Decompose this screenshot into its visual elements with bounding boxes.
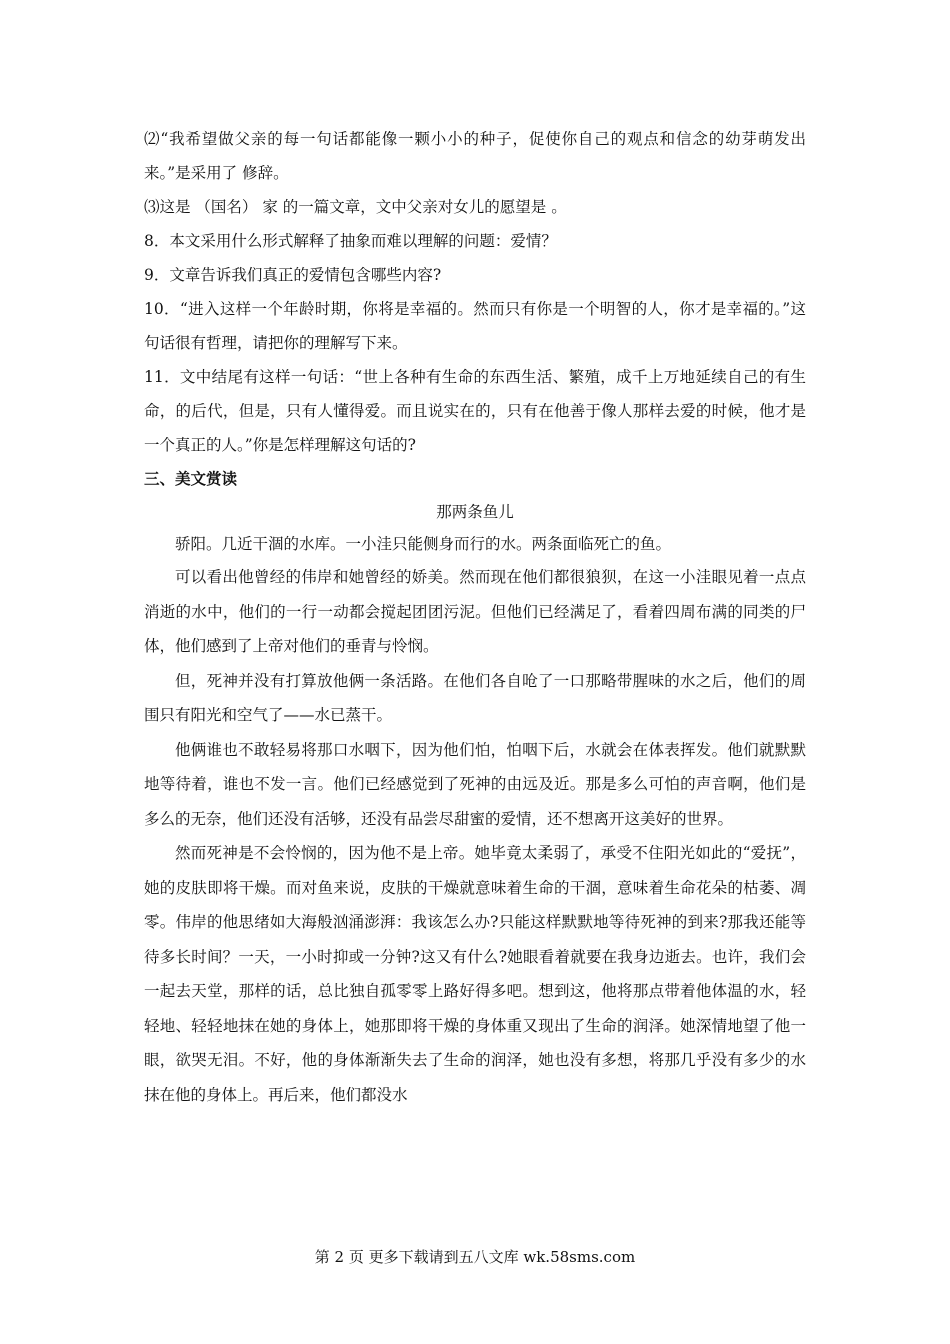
question-10 [144,292,806,360]
article-paragraph-1: 骄阳。几近干涸的水库。一小洼只能侧身而行的水。两条面临死亡的鱼。 [175,535,672,553]
page-footer: 第 2 页 更多下载请到五八文库 wk.58sms.com [314,1248,636,1266]
question-8 [144,224,806,258]
question-3 [144,190,806,224]
question-11-text: 11．文中结尾有这样一句话：“世上各种有生命的东西生活、繁殖，成千上万地延续自己的有生命，的后代，但是，只有人懂得爱。而且说实在的，只有在他善于像人那样去爱的时候，他才是一个真正的人。”你是怎样理解这句话的? [144,368,806,454]
question-9 [144,258,806,292]
question-11 [144,360,806,462]
page-content [144,122,806,1112]
question-10-text: 10．“进入这样一个年龄时期，你将是幸福的。然而只有你是一个明智的人，你才是幸福的。”这句话很有哲理，请把你的理解写下来。 [144,300,806,352]
section-heading: 三、美文赏读 [144,470,238,488]
question-3-text: ⑶这是 （国名） 家 的一篇文章，文中父亲对女儿的愿望是 。 [144,198,567,216]
question-8-text: 8．本文采用什么形式解释了抽象而难以理解的问题：爱情？ [144,232,557,250]
article-paragraph-4: 他俩谁也不敢轻易将那口水咽下，因为他们怕，怕咽下后，水就会在体表挥发。他们就默默地等待着，谁也不发一言。他们已经感觉到了死神的由远及近。那是多么可怕的声音啊，他们是多么的无奈，他们还没有活够，还没有品尝尽甜蜜的爱情，还不想离开这美好的世界。 [144,740,806,828]
article-title: 那两条鱼儿 [436,503,514,521]
question-2 [144,122,806,190]
article-paragraph-5: 然而死神是不会怜悯的，因为他不是上帝。她毕竟太柔弱了，承受不住阳光如此的“爱抚”，她的皮肤即将干燥。而对鱼来说，皮肤的干燥就意味着生命的干涸，意味着生命花朵的枯萎、凋零。伟岸的他思绪如大海般汹涌澎湃：我该怎么办?只能这样默默地等待死神的到来?那我还能等待多长时间？一天，一小时抑或一分钟?这又有什么?她眼看着就要在我身边逝去。也许，我们会一起去天堂，那样的话，总比独自孤零零上路好得多吧。想到这，他将那点带着他体温的水，轻轻地、轻轻地抹在她的身体上，她那即将干燥的身体重又现出了生命的润泽。她深情地望了他一眼，欲哭无泪。不好，他的身体渐渐失去了生命的润泽，她也没有多想，将那几乎没有多少的水抹在他的身体上。再后来，他们都没水 [144,844,806,1104]
article-paragraph-2: 可以看出他曾经的伟岸和她曾经的娇美。然而现在他们都很狼狈，在这一小洼眼见着一点点消逝的水中，他们的一行一动都会搅起团团污泥。但他们已经满足了，看着四周布满的同类的尸体，他们感到了上帝对他们的垂青与怜悯。 [144,568,806,655]
article-paragraph-3: 但，死神并没有打算放他俩一条活路。在他们各自呛了一口那略带腥味的水之后，他们的周围只有阳光和空气了——水已蒸干。 [144,671,806,724]
question-9-text: 9．文章告诉我们真正的爱情包含哪些内容? [144,266,442,284]
question-2-text: ⑵“我希望做父亲的每一句话都能像一颗小小的种子，促使你自己的观点和信念的幼芽萌发出来。”是采用了 修辞。 [144,130,806,182]
